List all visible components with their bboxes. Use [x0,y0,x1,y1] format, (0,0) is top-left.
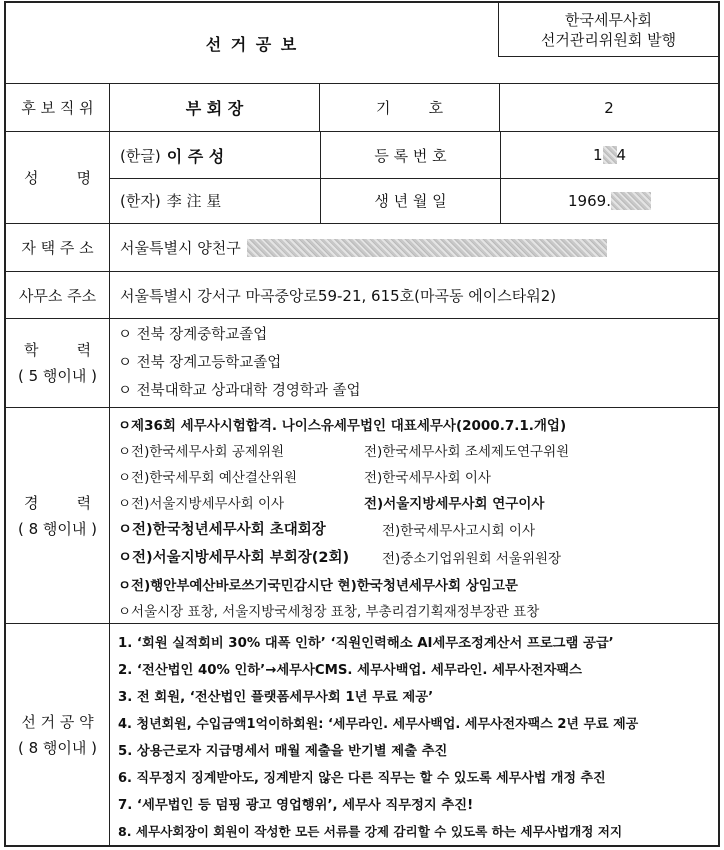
pledge-item-6: 6. 직무정지 징계받아도, 징계받지 않은 다른 직무는 할 수 있도록 세무사법 개정 추진 [118,771,606,786]
career-label-title: 경 력 [23,493,92,512]
pledge-item-1: 1. ‘회원 실적회비 30% 대폭 인하’ ‘직원인력해소 AI세무조정계산서 프로그램 공급’ [118,636,614,651]
education-label-title: 학 력 [23,341,92,359]
office-value: 서울특별시 강서구 마곡중앙로59-21, 615호(마곡동 에이스타워2) [109,272,718,318]
education-row [6,318,718,407]
pledges-label [6,624,109,845]
redacted-mark [247,239,607,257]
hangul-name [110,132,320,178]
career-line-6a: ㅇ전)서울지방세무사회 부회장(2회) [118,550,350,566]
home-row [6,223,718,271]
reg-number-value [500,132,718,178]
position-label: 후 보 직 위 [21,99,94,117]
list-item: ㅇ 전북대학교 상과대학 경영학과 졸업 [118,383,361,399]
pledge-item-7: 7. ‘세무법인 등 덤핑 광고 영업행위’, 세무사 직무정지 추진! [118,798,474,813]
career-line-7: ㅇ전)행안부예산바로쓰기국민감시단 현)한국청년세무사회 상임고문 [118,578,518,594]
pledge-item-3: 3. 전 회원, ‘전산법인 플랫폼세무사회 1년 무료 제공’ [118,690,434,705]
reg-number-end: 4 [616,146,627,164]
career-line-2a: ㅇ전)한국세무사회 공제위원 [118,444,285,460]
career-line-1: ㅇ제36회 세무사시험합격. 나이스유세무법인 대표세무사(2000.7.1.개업) [118,418,567,434]
birth-label: 생 년 월 일 [320,178,500,223]
home-label: 자 택 주 소 [21,239,94,257]
publisher-box [498,3,718,57]
hanja-name [110,178,320,223]
pledge-item-8: 8. 세무사회장이 회원이 작성한 모든 서류를 강제 감리할 수 있도록 하는 세무사법개정 저지 [118,824,623,839]
career-line-4a: ㅇ전)서울지방세무사회 이사 [118,496,285,512]
header-row [6,3,718,83]
pledges-list [109,624,718,845]
education-label-limit: ( 5 행이내 ) [17,367,98,385]
career-list [109,408,718,623]
pledge-item-4: 4. 청년회원, 수입금액1억이하회원: ‘세무라인. 세무사백업. 세무사전자팩스 2년 무료 제공 [118,717,639,732]
career-line-4b: 전)서울지방세무사회 연구이사 [364,496,545,512]
birth-value [500,178,718,223]
list-item: ㅇ 전북 장계중학교졸업 [118,327,268,343]
pledge-item-2: 2. ‘전산법인 40% 인하’→세무사CMS. 세무사백업. 세무라인. 세무사전자팩스 [118,663,582,678]
hanja-prefix: (한자) [120,192,161,210]
redacted-mark [611,192,651,210]
number-label: 기 호 [319,84,499,131]
education-list [109,319,718,407]
career-label [6,408,109,623]
career-line-8: ㅇ서울시장 표창, 서울지방국세청장 표창, 부총리겸기획재정부장관 표창 [118,604,540,620]
home-value [109,224,718,271]
office-row [6,271,718,318]
hanja-name-value: 李 注 星 [166,192,222,210]
name-row [6,131,718,223]
career-label-limit: ( 8 행이내 ) [17,519,98,538]
position-row [6,83,718,131]
career-line-5b: 전)한국세무사고시회 이사 [382,523,536,539]
reg-number-start: 1 [592,146,603,164]
career-line-2b: 전)한국세무사회 조세제도연구위원 [364,444,570,460]
election-bulletin-form [4,1,720,847]
position-value: 부 회 장 [109,84,319,131]
hangul-name-value: 이 주 성 [166,146,225,166]
pledges-label-limit: ( 8 행이내 ) [17,738,98,757]
career-line-3a: ㅇ전)한국세무회 예산결산위원 [118,470,298,486]
career-line-6b: 전)중소기업위원회 서울위원장 [382,551,562,567]
education-label [6,319,109,407]
pledges-label-title: 선 거 공 약 [21,712,94,731]
number-value: 2 [499,84,718,131]
publisher-line1: 한국세무사회 [565,10,652,29]
list-item: ㅇ 전북 장계고등학교졸업 [118,355,282,371]
pledges-row [6,623,718,845]
hangul-prefix: (한글) [120,146,161,165]
page-title: 선 거 공 보 [205,34,299,54]
career-line-3b: 전)한국세무사회 이사 [364,470,491,486]
name-label: 성 명 [23,169,92,187]
birth-year: 1969. [568,191,611,210]
home-address-text: 서울특별시 양천구 [120,239,241,257]
office-label: 사무소 주소 [18,286,97,305]
publisher-line2: 선거관리위원회 발행 [540,30,677,49]
reg-number-label: 등 록 번 호 [320,132,500,178]
pledge-item-5: 5. 상용근로자 지급명세서 매월 제출을 반기별 제출 추진 [118,744,448,759]
career-line-5a: ㅇ전)한국청년세무사회 초대회장 [118,522,326,538]
career-row [6,407,718,623]
redacted-mark [603,146,617,164]
name-values [109,132,718,223]
